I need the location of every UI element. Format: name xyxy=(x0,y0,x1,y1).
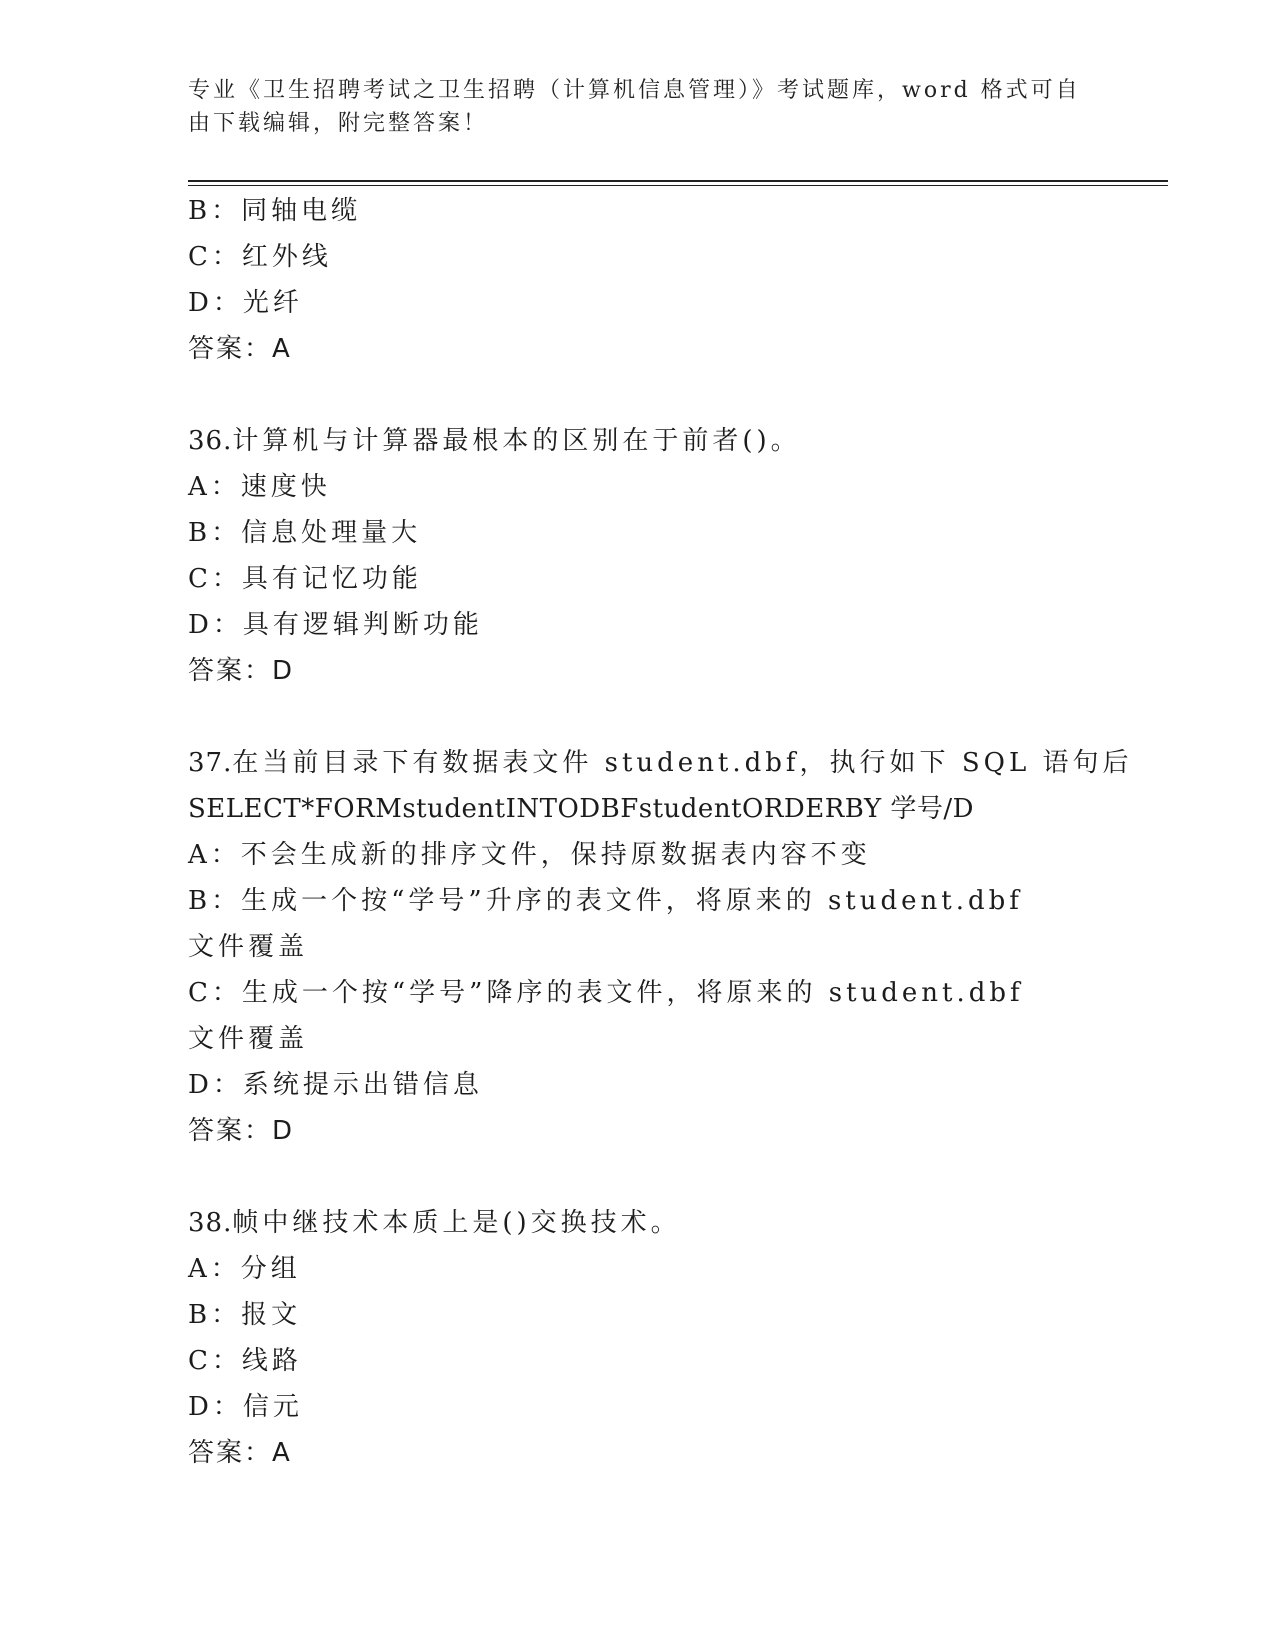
header-line-2: 由下载编辑，附完整答案！ xyxy=(188,111,489,136)
spacer xyxy=(188,372,1088,418)
question-text: 帧中继技术本质上是()交换技术。 xyxy=(232,1208,681,1238)
option-a: A：速度快 xyxy=(188,472,331,502)
question-number: 37. xyxy=(188,748,233,778)
option-b: B：生成一个按“学号”升序的表文件，将原来的 student.dbf 文件覆盖 xyxy=(188,886,1023,962)
option-b: B：信息处理量大 xyxy=(188,518,422,548)
question-text-continued: SELECT*FORMstudentINTODBFstudentORDERBY 学号/D xyxy=(188,794,974,824)
answer-line: 答案：A xyxy=(188,334,292,364)
spacer xyxy=(188,1154,1088,1200)
header-divider-bottom xyxy=(188,185,1168,186)
question-stem xyxy=(188,740,1133,786)
question-text: 在当前目录下有数据表文件 student.dbf，执行如下 SQL 语句后 xyxy=(232,748,1133,778)
option-c: C：具有记忆功能 xyxy=(188,564,422,594)
document-header xyxy=(188,74,1088,140)
option-c: C：生成一个按“学号”降序的表文件，将原来的 student.dbf 文件覆盖 xyxy=(188,978,1024,1054)
option-c: C：线路 xyxy=(188,1346,302,1376)
answer-line: 答案：A xyxy=(188,1438,292,1468)
option-a: A：不会生成新的排序文件，保持原数据表内容不变 xyxy=(188,840,871,870)
question-list xyxy=(188,188,1133,1476)
question-block-continued xyxy=(188,188,1088,372)
option-a: A：分组 xyxy=(188,1254,301,1284)
question-stem xyxy=(188,1200,1088,1246)
question-stem xyxy=(188,418,1088,464)
option-b: B：同轴电缆 xyxy=(188,196,362,226)
answer-line: 答案：D xyxy=(188,656,295,686)
question-number: 36. xyxy=(188,426,233,456)
question-block-36 xyxy=(188,418,1088,694)
question-block-38 xyxy=(188,1200,1088,1476)
option-d: D：信元 xyxy=(188,1392,303,1422)
option-b: B：报文 xyxy=(188,1300,302,1330)
question-number: 38. xyxy=(188,1208,233,1238)
answer-line: 答案：D xyxy=(188,1116,295,1146)
header-divider-top xyxy=(188,180,1168,182)
option-d: D：光纤 xyxy=(188,288,303,318)
option-d: D：具有逻辑判断功能 xyxy=(188,610,483,640)
option-d: D：系统提示出错信息 xyxy=(188,1070,483,1100)
option-c: C：红外线 xyxy=(188,242,332,272)
question-text: 计算机与计算器最根本的区别在于前者()。 xyxy=(232,426,801,456)
spacer xyxy=(188,694,1088,740)
header-line-1: 专业《卫生招聘考试之卫生招聘（计算机信息管理）》考试题库，word 格式可自 xyxy=(188,78,1081,103)
question-block-37 xyxy=(188,740,1133,1154)
